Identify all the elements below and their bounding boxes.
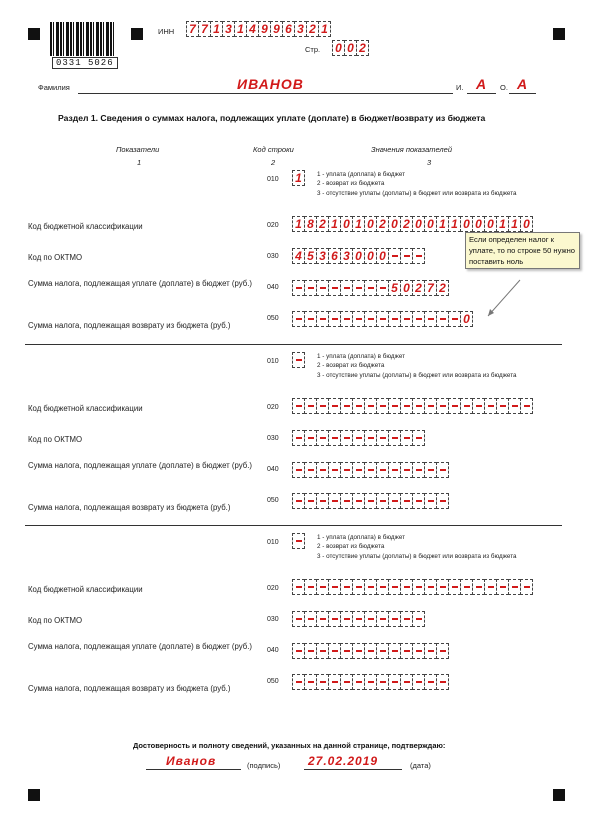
field-020-kbk[interactable] bbox=[292, 579, 532, 595]
payable-cell[interactable] bbox=[436, 462, 449, 478]
kbk-cell[interactable]: 0 bbox=[520, 216, 533, 232]
kbk-cell[interactable] bbox=[520, 579, 533, 595]
tooltip-note: Если определен налог к уплате, то по строке 50 нужно поставить ноль bbox=[465, 232, 580, 269]
field-010-cell[interactable] bbox=[292, 352, 305, 368]
oktmo-cell[interactable]: 6 bbox=[328, 248, 341, 264]
label-kbk: Код бюджетной классификации bbox=[28, 585, 143, 594]
inn-cell[interactable]: 1 bbox=[318, 21, 331, 37]
kbk-cell[interactable]: 0 bbox=[364, 216, 377, 232]
row-code-030: 030 bbox=[267, 616, 279, 623]
initial-i-value[interactable]: А bbox=[476, 76, 487, 92]
field-030-oktmo[interactable] bbox=[292, 430, 424, 446]
row-code-020: 020 bbox=[267, 404, 279, 411]
field-010[interactable] bbox=[292, 352, 304, 368]
field-040-payable[interactable] bbox=[292, 462, 448, 478]
payable-cell[interactable] bbox=[436, 643, 449, 659]
kbk-cell[interactable]: 1 bbox=[508, 216, 521, 232]
oktmo-cell[interactable]: 0 bbox=[352, 248, 365, 264]
option-opt1: 1 - уплата (доплата) в бюджет bbox=[317, 171, 405, 178]
inn-cell[interactable]: 3 bbox=[294, 21, 307, 37]
corner-marker bbox=[553, 789, 565, 801]
row-code-040: 040 bbox=[267, 647, 279, 654]
kbk-cell[interactable]: 1 bbox=[328, 216, 341, 232]
kbk-cell[interactable]: 1 bbox=[448, 216, 461, 232]
inn-cell[interactable]: 3 bbox=[222, 21, 235, 37]
col2-header: Код строки bbox=[253, 145, 294, 154]
field-030-oktmo[interactable] bbox=[292, 248, 424, 264]
inn-label: ИНН bbox=[158, 27, 175, 36]
payment-type-options bbox=[317, 170, 547, 198]
kbk-cell[interactable] bbox=[520, 398, 533, 414]
row-code-050: 050 bbox=[267, 497, 279, 504]
kbk-cell[interactable]: 0 bbox=[460, 216, 473, 232]
date-underline bbox=[304, 769, 402, 770]
option-opt2: 2 - возврат из бюджета bbox=[317, 362, 385, 370]
payment-type-options bbox=[317, 352, 547, 380]
option-opt3: 3 - отсутствие уплаты (доплаты) в бюджет или возврата из бюджета bbox=[317, 552, 517, 560]
field-010-cell[interactable]: 1 bbox=[292, 170, 305, 186]
confirm-text: Достоверность и полноту сведений, указанных на данной странице, подтверждаю: bbox=[133, 741, 446, 750]
inn-cell[interactable]: 7 bbox=[198, 21, 211, 37]
corner-marker bbox=[131, 28, 143, 40]
kbk-cell[interactable]: 2 bbox=[316, 216, 329, 232]
kbk-cell[interactable]: 1 bbox=[436, 216, 449, 232]
payable-cell[interactable]: 2 bbox=[436, 280, 449, 296]
field-010-cell[interactable] bbox=[292, 533, 305, 549]
signature-label: (подпись) bbox=[247, 761, 281, 770]
row-code-030: 030 bbox=[267, 253, 279, 260]
page-label: Стр. bbox=[305, 45, 321, 54]
row-code-010: 010 bbox=[267, 539, 279, 546]
option-opt3: 3 - отсутствие уплаты (доплаты) в бюджет или возврата из бюджета bbox=[317, 371, 517, 379]
inn-cell[interactable]: 1 bbox=[234, 21, 247, 37]
payable-cell[interactable]: 5 bbox=[388, 280, 401, 296]
kbk-cell[interactable]: 0 bbox=[388, 216, 401, 232]
payable-cell[interactable]: 7 bbox=[424, 280, 437, 296]
label-tax-payable: Сумма налога, подлежащая уплате (доплате) в бюджет (руб.) bbox=[28, 279, 252, 288]
label-tax-refund: Сумма налога, подлежащая возврату из бюджета (руб.) bbox=[28, 503, 231, 512]
field-020-kbk[interactable] bbox=[292, 216, 532, 232]
kbk-cell[interactable]: 0 bbox=[424, 216, 437, 232]
kbk-cell[interactable]: 0 bbox=[472, 216, 485, 232]
label-tax-refund: Сумма налога, подлежащая возврату из бюджета (руб.) bbox=[28, 684, 231, 693]
refund-cell[interactable] bbox=[436, 493, 449, 509]
payment-type-options bbox=[317, 533, 547, 561]
row-code-010: 010 bbox=[267, 176, 279, 183]
payable-cell[interactable]: 2 bbox=[412, 280, 425, 296]
barcode-number: 0331 5026 bbox=[52, 57, 118, 69]
payable-cell[interactable]: 0 bbox=[400, 280, 413, 296]
surname-value[interactable]: ИВАНОВ bbox=[237, 76, 304, 92]
corner-marker bbox=[28, 789, 40, 801]
page-number-field[interactable] bbox=[332, 40, 368, 56]
row-code-050: 050 bbox=[267, 678, 279, 685]
oktmo-cell[interactable]: 0 bbox=[376, 248, 389, 264]
oktmo-cell[interactable]: 4 bbox=[292, 248, 305, 264]
kbk-cell[interactable]: 2 bbox=[400, 216, 413, 232]
option-opt2: 2 - возврат из бюджета bbox=[317, 180, 385, 188]
oktmo-cell[interactable]: 3 bbox=[316, 248, 329, 264]
col3-number: 3 bbox=[427, 158, 432, 167]
inn-cell[interactable]: 4 bbox=[246, 21, 259, 37]
inn-cell[interactable]: 1 bbox=[210, 21, 223, 37]
inn-cell[interactable]: 7 bbox=[186, 21, 199, 37]
block-divider bbox=[25, 344, 562, 345]
field-050-refund[interactable] bbox=[292, 493, 448, 509]
inn-cell[interactable]: 9 bbox=[258, 21, 271, 37]
date-value[interactable]: 27.02.2019 bbox=[308, 754, 379, 768]
tooltip-pointer bbox=[480, 270, 540, 330]
initial-o-value[interactable]: А bbox=[517, 76, 528, 92]
kbk-cell[interactable]: 1 bbox=[292, 216, 305, 232]
kbk-cell[interactable]: 1 bbox=[352, 216, 365, 232]
initial-i-underline bbox=[467, 93, 496, 94]
field-030-oktmo[interactable] bbox=[292, 611, 424, 627]
option-opt2: 2 - возврат из бюджета bbox=[317, 543, 385, 551]
kbk-cell[interactable]: 2 bbox=[376, 216, 389, 232]
field-050-refund[interactable] bbox=[292, 674, 448, 690]
col3-header: Значения показателей bbox=[371, 145, 453, 154]
oktmo-cell[interactable] bbox=[412, 611, 425, 627]
oktmo-cell[interactable]: 0 bbox=[364, 248, 377, 264]
row-code-040: 040 bbox=[267, 284, 279, 291]
initial-o-underline bbox=[509, 93, 536, 94]
field-010[interactable] bbox=[292, 533, 304, 549]
label-kbk: Код бюджетной классификации bbox=[28, 222, 143, 231]
block-divider bbox=[25, 525, 562, 526]
corner-marker bbox=[553, 28, 565, 40]
section-title: Раздел 1. Сведения о суммах налога, подлежащих уплате (доплате) в бюджет/возврату из бюджета bbox=[58, 113, 486, 123]
option-opt1: 1 - уплата (доплата) в бюджет bbox=[317, 353, 405, 360]
field-010[interactable] bbox=[292, 170, 304, 186]
col2-number: 2 bbox=[271, 158, 276, 167]
row-code-050: 050 bbox=[267, 315, 279, 322]
label-tax-payable: Сумма налога, подлежащая уплате (доплате) в бюджет (руб.) bbox=[28, 461, 252, 470]
inn-field[interactable] bbox=[186, 21, 330, 37]
refund-cell[interactable] bbox=[436, 674, 449, 690]
barcode bbox=[50, 22, 114, 56]
label-tax-payable: Сумма налога, подлежащая уплате (доплате) в бюджет (руб.) bbox=[28, 642, 252, 651]
kbk-cell[interactable]: 0 bbox=[340, 216, 353, 232]
inn-cell[interactable]: 2 bbox=[306, 21, 319, 37]
option-opt1: 1 - уплата (доплата) в бюджет bbox=[317, 534, 405, 541]
page-cell[interactable]: 2 bbox=[356, 40, 369, 56]
option-opt3: 3 - отсутствие уплаты (доплаты) в бюджет или возврата из бюджета bbox=[317, 189, 517, 197]
surname-label: Фамилия bbox=[38, 83, 70, 92]
oktmo-cell[interactable] bbox=[412, 248, 425, 264]
kbk-cell[interactable]: 0 bbox=[484, 216, 497, 232]
signature-value[interactable]: Иванов bbox=[166, 754, 217, 768]
kbk-cell[interactable]: 0 bbox=[412, 216, 425, 232]
row-code-020: 020 bbox=[267, 222, 279, 229]
row-code-020: 020 bbox=[267, 585, 279, 592]
date-label: (дата) bbox=[410, 761, 431, 770]
oktmo-cell[interactable] bbox=[412, 430, 425, 446]
label-oktmo: Код по ОКТМО bbox=[28, 253, 83, 262]
row-code-010: 010 bbox=[267, 358, 279, 365]
field-040-payable[interactable] bbox=[292, 643, 448, 659]
initial-i-label: И. bbox=[456, 83, 464, 92]
initial-o-label: О. bbox=[500, 83, 508, 92]
inn-cell[interactable]: 6 bbox=[282, 21, 295, 37]
signature-underline bbox=[146, 769, 241, 770]
inn-cell[interactable]: 9 bbox=[270, 21, 283, 37]
corner-marker bbox=[28, 28, 40, 40]
page-cell[interactable]: 0 bbox=[344, 40, 357, 56]
oktmo-cell[interactable]: 3 bbox=[340, 248, 353, 264]
col1-header: Показатели bbox=[116, 145, 160, 154]
row-code-030: 030 bbox=[267, 435, 279, 442]
page-cell[interactable]: 0 bbox=[332, 40, 345, 56]
label-tax-refund: Сумма налога, подлежащая возврату из бюджета (руб.) bbox=[28, 321, 231, 330]
field-040-payable[interactable] bbox=[292, 280, 448, 296]
refund-cell[interactable]: 0 bbox=[460, 311, 473, 327]
kbk-cell[interactable]: 8 bbox=[304, 216, 317, 232]
col1-number: 1 bbox=[137, 158, 142, 167]
kbk-cell[interactable]: 1 bbox=[496, 216, 509, 232]
label-kbk: Код бюджетной классификации bbox=[28, 404, 143, 413]
label-oktmo: Код по ОКТМО bbox=[28, 616, 83, 625]
label-oktmo: Код по ОКТМО bbox=[28, 435, 83, 444]
oktmo-cell[interactable]: 5 bbox=[304, 248, 317, 264]
row-code-040: 040 bbox=[267, 466, 279, 473]
surname-underline bbox=[78, 93, 453, 94]
field-050-refund[interactable] bbox=[292, 311, 472, 327]
field-020-kbk[interactable] bbox=[292, 398, 532, 414]
